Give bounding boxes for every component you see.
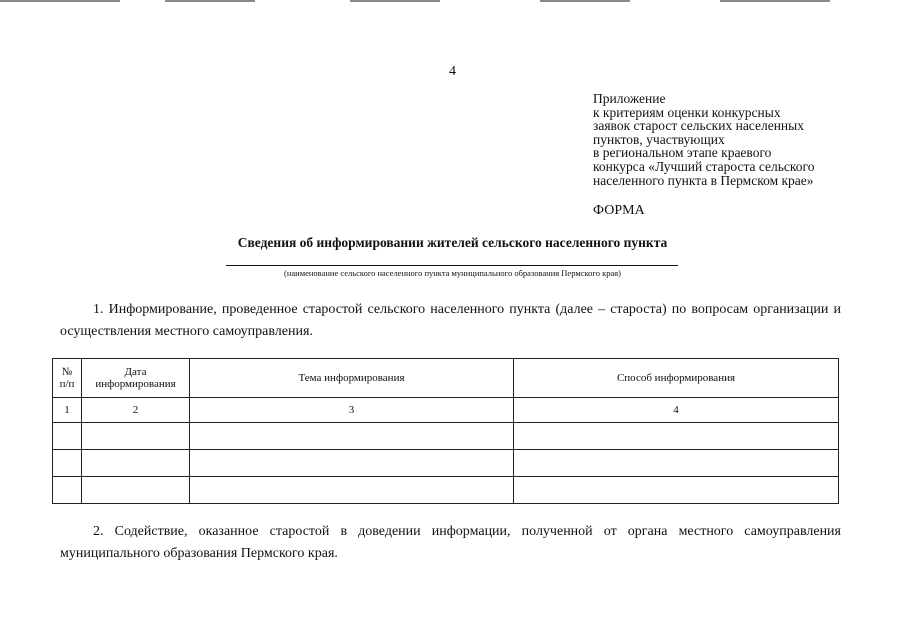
table-cell (82, 477, 190, 504)
appendix-line: Приложение (593, 91, 666, 106)
document-title: Сведения об информировании жителей сельского населенного пункта (237, 235, 668, 250)
appendix-line: пунктов, участвующих (593, 131, 725, 147)
appendix-line: населенного пункта в Пермском крае» (593, 172, 814, 188)
appendix-line: в региональном этапе краевого (593, 145, 772, 161)
section-1-paragraph: 1. Информирование, проведенное старостой сельского населенного пункта (далее – староста) по вопросам организации и осуществления местного самоуправления. (60, 302, 841, 339)
page-number: 4 (449, 64, 456, 79)
scan-edge-mark (720, 0, 830, 2)
scan-edge-mark (350, 0, 440, 2)
table-cell (514, 450, 839, 477)
table-cell (53, 423, 82, 450)
appendix-line: конкурса «Лучший староста сельского (593, 158, 815, 174)
column-number: 3 (190, 398, 514, 423)
table-row (53, 450, 839, 477)
header-topic: Тема информирования (190, 359, 514, 398)
table-cell (514, 477, 839, 504)
header-number (53, 359, 82, 398)
header-date-line: Дата (124, 366, 147, 378)
appendix-line: к критериям оценки конкурсных (593, 104, 781, 120)
header-number-line: № (61, 366, 73, 378)
section-2-paragraph: 2. Содействие, оказанное старостой в доведении информации, полученной от органа местного самоуправления муниципального образования Пермского края. (60, 524, 841, 561)
table-cell (82, 423, 190, 450)
settlement-name-line (226, 265, 678, 266)
column-number: 4 (514, 398, 839, 423)
appendix-note (593, 92, 893, 187)
form-label: ФОРМА (593, 203, 645, 218)
header-method: Способ информирования (514, 359, 839, 398)
table-cell (53, 477, 82, 504)
table-header-row (53, 359, 839, 398)
appendix-line: заявок старост сельских населенных (593, 118, 804, 134)
header-date-line: информирования (95, 378, 176, 390)
table-cell (190, 450, 514, 477)
settlement-name-caption: (наименование сельского населенного пункта муниципального образования Пермского края) (284, 268, 621, 278)
header-number-line: п/п (59, 378, 75, 390)
table-cell (190, 423, 514, 450)
header-date (82, 359, 190, 398)
table-row (53, 423, 839, 450)
table-row (53, 477, 839, 504)
scan-edge-mark (0, 0, 120, 2)
table-cell (53, 450, 82, 477)
table-cell (190, 477, 514, 504)
table-cell (82, 450, 190, 477)
scan-edge-mark (540, 0, 630, 2)
column-number-row (53, 398, 839, 423)
table-cell (514, 423, 839, 450)
column-number: 2 (82, 398, 190, 423)
informing-table (52, 358, 839, 504)
column-number: 1 (53, 398, 82, 423)
scan-edge-mark (165, 0, 255, 2)
